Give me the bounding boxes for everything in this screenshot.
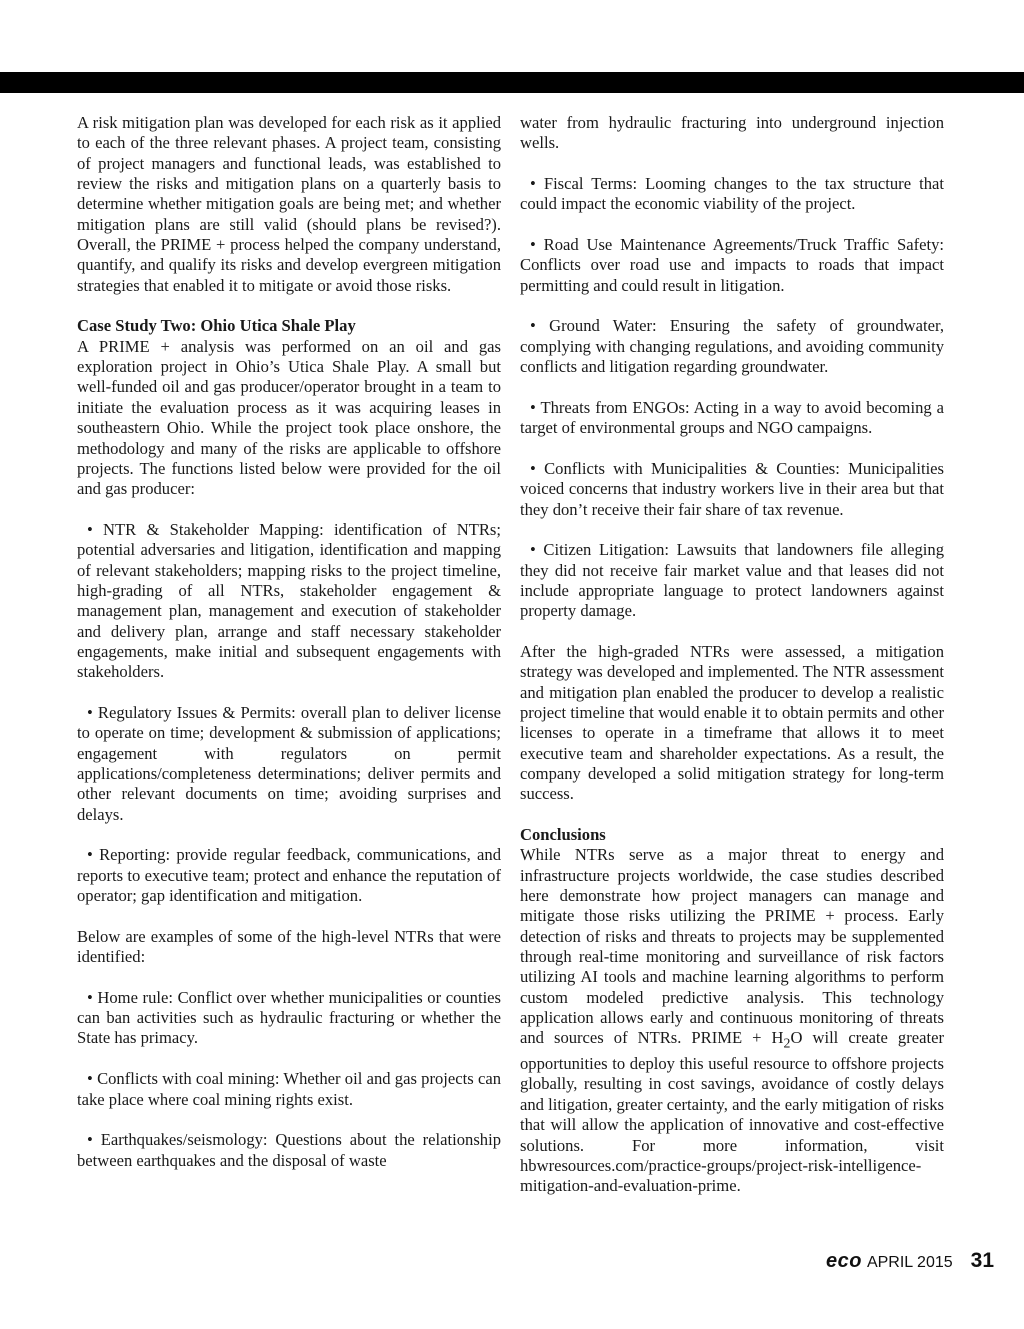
right-column: [520, 113, 944, 1197]
bullet-earthquakes: • Earthquakes/seismology: Questions about the relationship between earthquakes and the disposal of waste: [77, 1130, 501, 1170]
bullet-ground-water: • Ground Water: Ensuring the safety of groundwater, complying with changing regulations, and avoiding community conflicts and litigation regarding groundwater.: [520, 316, 944, 377]
bullet-coal-mining: • Conflicts with coal mining: Whether oil and gas projects can take place where coal mining rights exist.: [77, 1069, 501, 1109]
intro-paragraph: A risk mitigation plan was developed for each risk as it applied to each of the three relevant phases. A project team, consisting of project managers and functional leads, was established to review the risks and mitigation plans on a quarterly basis to determine whether mitigation goals are being met; and whether mitigation plans are still valid (should plans be revised?). Overall, the PRIME + process helped the company understand, quantify, and qualify its risks and develop evergreen mitigation strategies that enabled it to mitigate or avoid those risks.: [77, 113, 501, 295]
bullet-engos: • Threats from ENGOs: Acting in a way to avoid becoming a target of environmental groups and NGO campaigns.: [520, 397, 944, 438]
ntr-examples-intro: Below are examples of some of the high-level NTRs that were identified:: [77, 926, 501, 967]
bullet-citizen-litigation: • Citizen Litigation: Lawsuits that landowners file alleging they did not receive fair market value and that leases did not include appropriate language to protect landowners against property damage.: [520, 540, 944, 621]
conclusions-paragraph: While NTRs serve as a major threat to energy and infrastructure projects worldwide, the case studies described here demonstrate how project managers can manage and mitigate those risks utilizing the PRIME + process. Early detection of risks and threats to projects may be supplemented through real-time monitoring and surveillance of risk factors utilizing AI tools and machine learning algorithms to perform custom modeled predictive analysis. This technology application allows early and continuous monitoring of threats and sources of NTRs. PRIME + $H_2O$ will create greater opportunities to deploy this useful resource to offshore projects globally, resulting in cost savings, avoidance of costly delays and litigation, greater certainty, and the early mitigation of risks that will allow the application of innovative and cost-effective solutions. For more information, visit hbwresources.com/practice-groups/project-risk-intelligence-mitigation-and-evaluation-prime.: [520, 845, 944, 1196]
bullet-regulatory: • Regulatory Issues & Permits: overall plan to deliver license to operate on time; development & submission of applications; engagement with regulators on permit applications/completeness determinations; deliver permits and other relevant documents on time; avoiding surprises and delays.: [77, 702, 501, 824]
left-column: [77, 113, 501, 1171]
page-number: 31: [970, 1249, 994, 1272]
bullet-municipalities: • Conflicts with Municipalities & Counties: Municipalities voiced concerns that industry workers live in their area but that they don’t receive their fair share of tax revenue.: [520, 458, 944, 519]
subscript-2: 2: [783, 1035, 791, 1051]
bullet-fiscal-terms: • Fiscal Terms: Looming changes to the tax structure that could impact the economic viability of the project.: [520, 174, 944, 214]
conclusions-heading: Conclusions: [520, 825, 606, 845]
bullet-ntr-mapping: • NTR & Stakeholder Mapping: identification of NTRs; potential adversaries and litigation, identification and mapping of relevant stakeholders; mapping risks to the project timeline, high-grading of all NTRs, stakeholder engagement & management plan, management and execution of stakeholder and delivery plan, arrange and staff necessary stakeholder engagements, make initial and subsequent engagements with stakeholders.: [77, 519, 501, 682]
assessment-paragraph: After the high-graded NTRs were assessed, a mitigation strategy was developed and implemented. The NTR assessment and mitigation plan enabled the producer to develop a realistic project timeline that would enable it to obtain permits and other licenses to operate in a timeframe that allows it to meet executive team and shareholder expectations. As a result, the company developed a solid mitigation strategy for long-term success.: [520, 641, 944, 804]
continued-paragraph: water from hydraulic fracturing into underground injection wells.: [520, 113, 944, 153]
page-footer: [826, 1249, 994, 1273]
header-bar: [0, 72, 1024, 93]
magazine-logo: eco: [825, 1250, 862, 1272]
bullet-home-rule: • Home rule: Conflict over whether municipalities or counties can ban activities such as hydraulic fracturing or whether the State has primacy.: [77, 987, 501, 1048]
issue-date: APRIL 2015: [866, 1254, 953, 1271]
case-study-paragraph: A PRIME + analysis was performed on an oil and gas exploration project in Ohio’s Utica Shale Play. A small but well-funded oil and gas producer/operator brought in a team to initiate the evaluation process as it was acquiring leases in southeastern Ohio. While the project took place onshore, the methodology and many of the risks are applicable to offshore projects. The functions listed below were provided for the oil and gas producer:: [77, 336, 501, 499]
bullet-road-use: • Road Use Maintenance Agreements/Truck Traffic Safety: Conflicts over road use and impacts to roads that impact permitting and could result in litigation.: [520, 235, 944, 295]
case-study-heading: Case Study Two: Ohio Utica Shale Play: [77, 316, 356, 336]
bullet-reporting: • Reporting: provide regular feedback, communications, and reports to executive team; protect and enhance the reputation of operator; gap identification and mitigation.: [77, 845, 501, 906]
